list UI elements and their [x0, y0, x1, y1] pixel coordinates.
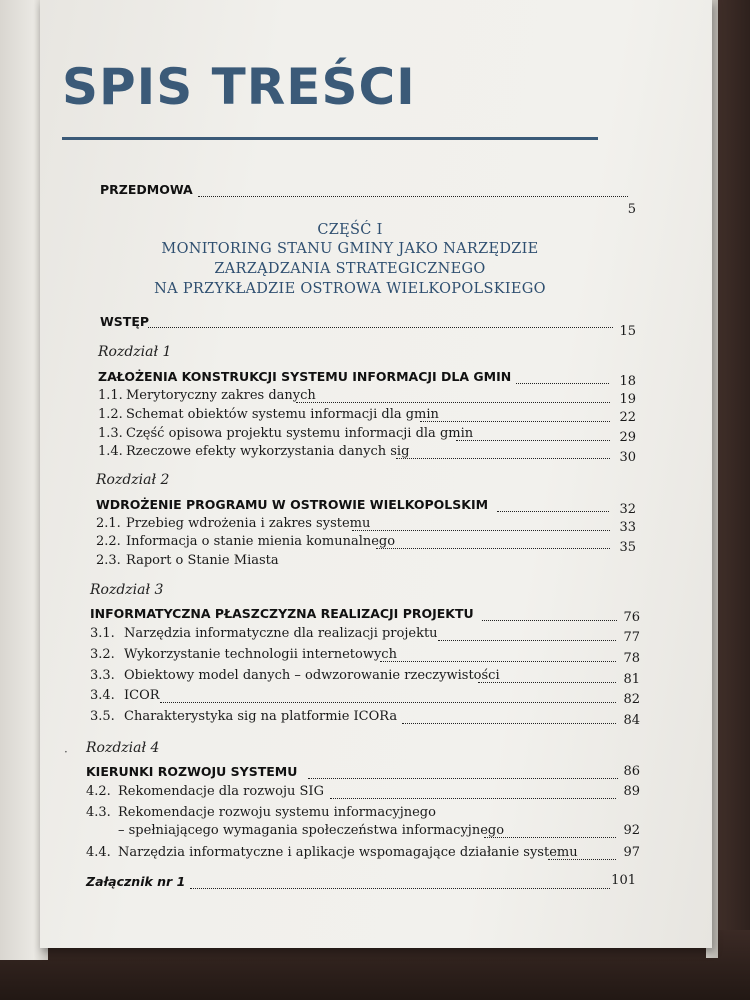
- title-rule: [62, 137, 598, 140]
- section-page: 78: [623, 651, 640, 666]
- section-page: 84: [623, 713, 640, 728]
- section-title: Rekomendacje rozwoju systemu informacyjnego: [118, 805, 436, 820]
- section-page: 19: [619, 392, 636, 407]
- toc-leader: [148, 327, 613, 328]
- section-number: 1.4.: [98, 444, 123, 459]
- page-title: SPIS TREŚCI: [62, 58, 416, 116]
- section-number: 1.2.: [98, 407, 123, 422]
- chapter-2-page: 32: [619, 502, 636, 517]
- section-page: 82: [623, 692, 640, 707]
- section-number: 4.2.: [86, 784, 111, 799]
- section-number: 3.1.: [90, 626, 115, 641]
- section-title: Rzeczowe efekty wykorzystania danych sig: [126, 444, 410, 459]
- section-title: Rekomendacje dla rozwoju SIG: [118, 784, 324, 799]
- toc-leader: [396, 458, 610, 459]
- section-title: ICOR: [124, 688, 160, 703]
- chapter-4-page: 86: [623, 764, 640, 779]
- part-label: CZĘŚĆ I: [317, 222, 383, 238]
- toc-leader: [482, 620, 617, 621]
- chapter-2-label: Rozdział 2: [96, 472, 170, 488]
- chapter-1-label: Rozdział 1: [98, 344, 172, 360]
- section-number: 3.5.: [90, 709, 115, 724]
- section-page: 89: [623, 784, 640, 799]
- section-title: Przebieg wdrożenia i zakres systemu: [126, 516, 371, 531]
- section-number: 4.3.: [86, 805, 111, 820]
- section-page: 22: [619, 410, 636, 425]
- section-page: 35: [619, 540, 636, 555]
- chapter-1-title: ZAŁOŻENIA KONSTRUKCJI SYSTEMU INFORMACJI DLA GMIN: [98, 369, 512, 384]
- toc-leader: [497, 511, 609, 512]
- toc-leader: [420, 421, 610, 422]
- toc-leader: [478, 682, 616, 683]
- section-title-continued: – spełniającego wymagania społeczeństwa informacyjnego: [118, 823, 505, 838]
- section-number: 2.1.: [96, 516, 121, 531]
- section-page: 33: [619, 520, 636, 535]
- section-title: Informacja o stanie mienia komunalnego: [126, 534, 396, 549]
- toc-leader: [308, 778, 618, 779]
- toc-leader: [484, 837, 616, 838]
- section-page: 77: [623, 630, 640, 645]
- toc-leader: [376, 548, 610, 549]
- part-title-line-2: ZARZĄDZANIA STRATEGICZNEGO: [214, 261, 486, 277]
- section-title: Obiektowy model danych – odwzorowanie rzeczywistości: [124, 668, 500, 683]
- toc-leader: [438, 640, 616, 641]
- toc-leader: [198, 196, 628, 197]
- toc-leader: [352, 530, 610, 531]
- stray-mark: ·: [64, 745, 68, 759]
- chapter-2-title: WDROŻENIE PROGRAMU W OSTROWIE WIELKOPOLSKIM: [96, 497, 489, 512]
- toc-preface-label: PRZEDMOWA: [100, 182, 193, 197]
- section-title: Wykorzystanie technologii internetowych: [124, 647, 397, 662]
- toc-leader: [402, 723, 616, 724]
- toc-leader: [380, 661, 616, 662]
- section-number: 2.3.: [96, 553, 121, 568]
- section-number: 1.1.: [98, 388, 123, 403]
- toc-leader: [190, 888, 610, 889]
- chapter-3-title: INFORMATYCZNA PŁASZCZYZNA REALIZACJI PROJEKTU: [90, 606, 474, 621]
- section-title: Narzędzia informatyczne i aplikacje wspomagające działanie systemu: [118, 845, 578, 860]
- appendix-page: 101: [611, 873, 636, 888]
- section-page: 29: [619, 430, 636, 445]
- toc-leader: [330, 798, 616, 799]
- section-title: Raport o Stanie Miasta: [126, 553, 279, 568]
- toc-leader: [160, 702, 616, 703]
- toc-leader: [456, 440, 610, 441]
- section-number: 3.3.: [90, 668, 115, 683]
- section-title: Schemat obiektów systemu informacji dla gmin: [126, 407, 439, 422]
- part-title-line-1: MONITORING STANU GMINY JAKO NARZĘDZIE: [161, 241, 539, 257]
- section-number: 3.4.: [90, 688, 115, 703]
- chapter-3-page: 76: [623, 610, 640, 625]
- toc-preface-page: 5: [627, 202, 636, 217]
- chapter-1-page: 18: [619, 374, 636, 389]
- section-title: Merytoryczny zakres danych: [126, 388, 316, 403]
- section-number: 4.4.: [86, 845, 111, 860]
- chapter-4-title: KIERUNKI ROZWOJU SYSTEMU: [86, 764, 298, 779]
- section-page: 97: [623, 845, 640, 860]
- section-title: Narzędzia informatyczne dla realizacji projektu: [124, 626, 438, 641]
- section-number: 1.3.: [98, 426, 123, 441]
- section-number: 3.2.: [90, 647, 115, 662]
- part-title-line-3: NA PRZYKŁADZIE OSTROWA WIELKOPOLSKIEGO: [154, 281, 546, 297]
- section-title: Część opisowa projektu systemu informacji dla gmin: [126, 426, 474, 441]
- section-page: 92: [623, 823, 640, 838]
- chapter-3-label: Rozdział 3: [90, 582, 164, 598]
- toc-intro-label: WSTĘP: [100, 314, 150, 329]
- section-title: Charakterystyka sig na platformie ICORa: [124, 709, 398, 724]
- appendix-label: Załącznik nr 1: [86, 874, 186, 889]
- chapter-4-label: Rozdział 4: [86, 740, 160, 756]
- section-page: 81: [623, 672, 640, 687]
- toc-intro-page: 15: [619, 324, 636, 339]
- toc-leader: [296, 402, 610, 403]
- section-page: 30: [619, 450, 636, 465]
- section-number: 2.2.: [96, 534, 121, 549]
